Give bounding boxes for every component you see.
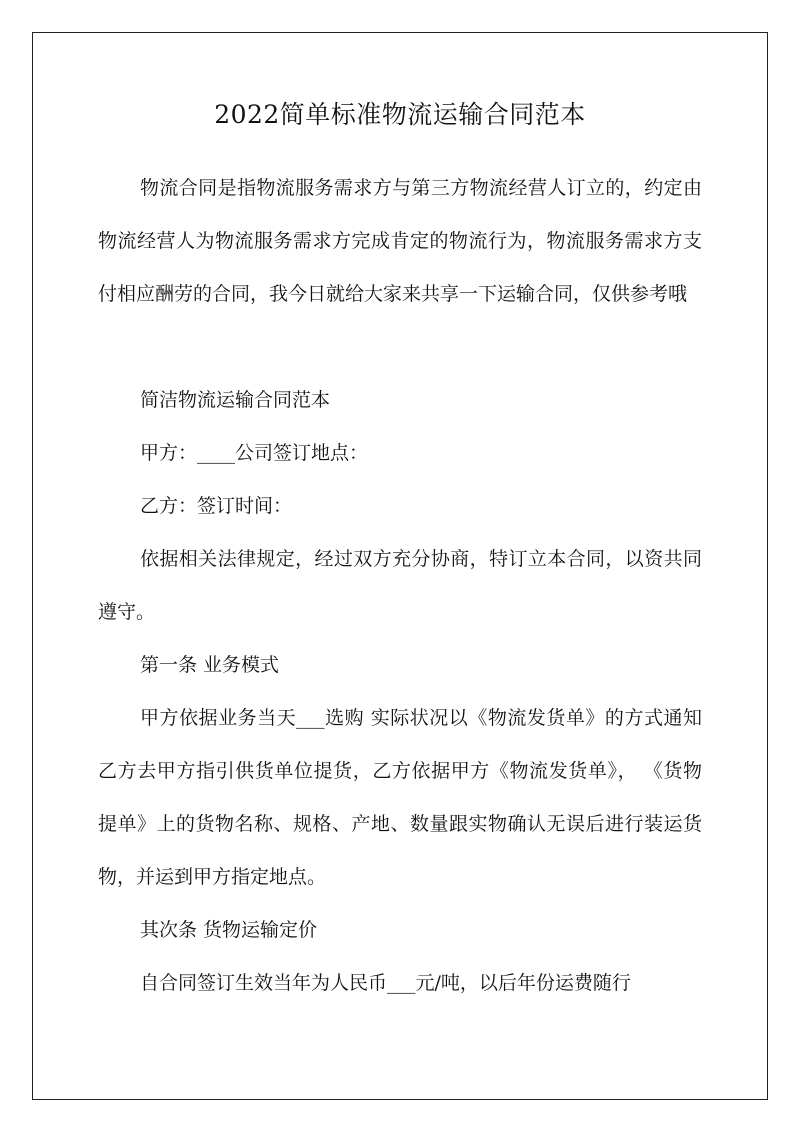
document-title: 2022简单标准物流运输合同范本 (214, 100, 586, 129)
preamble-paragraph: 依据相关法律规定，经过双方充分协商，特订立本合同，以资共同遵守。 (98, 548, 702, 623)
contract-subtitle: 简洁物流运输合同范本 (140, 389, 331, 411)
article-2-heading: 其次条 货物运输定价 (140, 919, 318, 941)
article-1-body: 甲方依据业务当天___选购 实际状况以《物流发货单》的方式通知乙方去甲方指引供货单位提货，乙方依据甲方《物流发货单》， 《货物提单》上的货物名称、规格、产地、数量跟实物确认无误后进行装运货物，并运到甲方指定地点。 (98, 707, 702, 888)
intro-paragraph: 物流合同是指物流服务需求方与第三方物流经营人订立的，约定由物流经营人为物流服务需求方完成肯定的物流行为，物流服务需求方支付相应酬劳的合同，我今日就给大家来共享一下运输合同，仅供参考哦 (98, 177, 702, 305)
party-b-line: 乙方：签订时间： (140, 495, 293, 517)
party-a-line: 甲方：____公司签订地点： (140, 442, 369, 464)
article-2-body: 自合同签订生效当年为人民币___元/吨，以后年份运费随行 (140, 972, 631, 994)
article-1-heading: 第一条 业务模式 (140, 654, 280, 676)
